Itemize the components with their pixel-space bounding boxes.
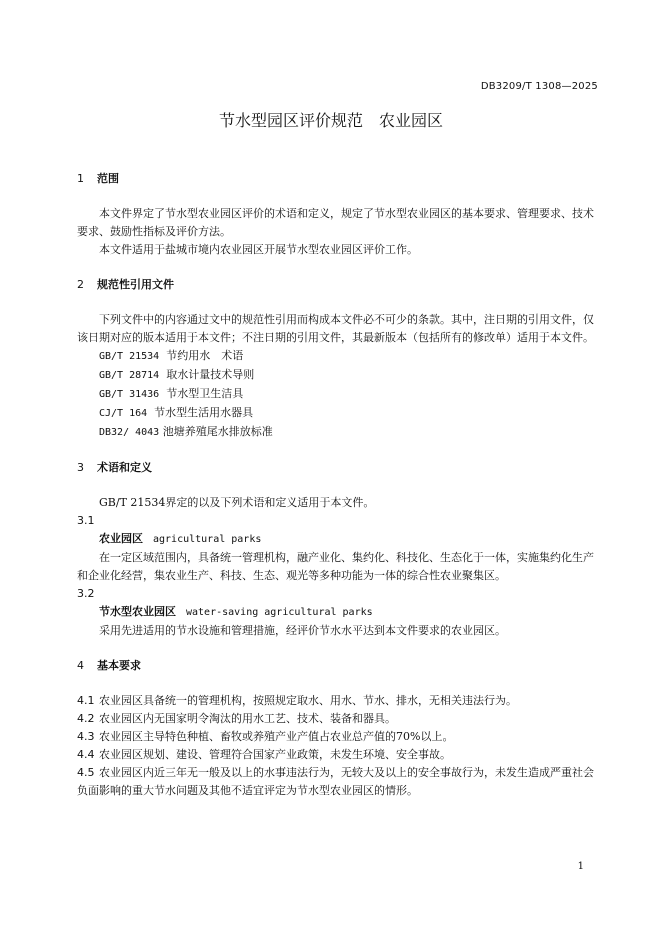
section-basic-requirements [77,657,602,800]
section-heading [77,170,602,188]
requirement-number: 4.5 [77,766,95,779]
reference-item [77,385,602,404]
section-number: 1 [77,172,84,185]
term-definition: 采用先进适用的节水设施和管理措施，经评价节水水平达到本文件要求的农业园区。 [99,624,506,637]
reference-code: GB/T 31436 [99,389,160,400]
section-heading [77,459,602,477]
document-title: 节水型园区评价规范 农业园区 [218,111,443,130]
term-en: agricultural parks [153,534,262,545]
term-entry [77,585,602,640]
requirement-number: 4.2 [77,712,95,725]
reference-title: 节约用水 术语 [166,349,244,362]
requirement-item [77,764,602,800]
reference-title: 节水型卫生洁具 [166,387,244,400]
paragraph: GB/T 21534界定的以及下列术语和定义适用于本文件。 [99,496,375,509]
requirement-item [77,710,602,728]
reference-code: GB/T 28714 [99,370,160,381]
term-number: 3.1 [77,514,95,527]
reference-title: 池塘养殖尾水排放标准 [162,425,273,438]
reference-title: 取水计量技术导则 [166,368,255,381]
section-title: 术语和定义 [97,461,152,474]
section-number: 2 [77,278,84,291]
section-terms-definitions [77,459,602,640]
requirement-text: 农业园区内近三年无一般及以上的水事违法行为，无较大及以上的安全事故行为，未发生造成严重社会负面影响的重大节水问题及其他不适宜评定为节水型农业园区的情形。 [77,766,594,797]
reference-code: GB/T 21534 [99,351,160,362]
document-code: DB3209/T 1308—2025 [480,81,598,92]
requirement-item [77,692,602,710]
term-entry [77,512,602,585]
term-heading [77,603,602,622]
page-number: 1 [577,861,584,872]
section-title: 范围 [97,172,119,185]
section-normative-references [77,276,602,442]
requirement-text: 农业园区具备统一的管理机构，按照规定取水、用水、节水、排水，无相关违法行为。 [99,694,517,707]
reference-item [77,404,602,423]
reference-code: CJ/T 164 [99,408,148,419]
section-heading [77,276,602,294]
requirement-number: 4.3 [77,730,95,743]
section-number: 3 [77,461,84,474]
section-heading [77,657,602,675]
section-scope [77,170,602,259]
term-definition: 在一定区域范围内，具备统一管理机构，融产业化、集约化、科技化、生态化于一体，实施集约化生产和企业化经营，集农业生产、科技、生态、观光等多种功能为一体的综合性农业聚集区。 [77,551,594,582]
requirement-number: 4.1 [77,694,95,707]
requirement-item [77,728,602,746]
reference-item [77,366,602,385]
term-zh: 农业园区 [99,532,143,545]
requirement-text: 农业园区主导特色种植、畜牧或养殖产业产值占农业总产值的70%以上。 [99,730,454,743]
requirement-text: 农业园区规划、建设、管理符合国家产业政策，未发生环境、安全事故。 [99,748,451,761]
requirement-text: 农业园区内无国家明令淘汰的用水工艺、技术、装备和器具。 [99,712,396,725]
term-heading [77,530,602,549]
requirement-number: 4.4 [77,748,95,761]
reference-item [77,347,602,366]
paragraph: 本文件适用于盐城市境内农业园区开展节水型农业园区评价工作。 [99,243,418,256]
paragraph: 本文件界定了节水型农业园区评价的术语和定义，规定了节水型农业园区的基本要求、管理要求、技术要求、鼓励性指标及评价方法。 [77,207,594,238]
reference-title: 节水型生活用水器具 [154,406,254,419]
section-title: 规范性引用文件 [97,278,174,291]
requirement-item [77,746,602,764]
reference-item [77,423,602,442]
paragraph: 下列文件中的内容通过文中的规范性引用而构成本文件必不可少的条款。其中，注日期的引用文件，仅该日期对应的版本适用于本文件；不注日期的引用文件，其最新版本（包括所有的修改单）适用于本文件。 [77,313,594,344]
term-number: 3.2 [77,587,95,600]
section-title: 基本要求 [97,659,141,672]
reference-code: DB32/ 4043 [99,427,160,438]
document-body [77,170,602,800]
section-number: 4 [77,659,84,672]
term-en: water-saving agricultural parks [186,607,373,618]
term-zh: 节水型农业园区 [99,605,176,618]
